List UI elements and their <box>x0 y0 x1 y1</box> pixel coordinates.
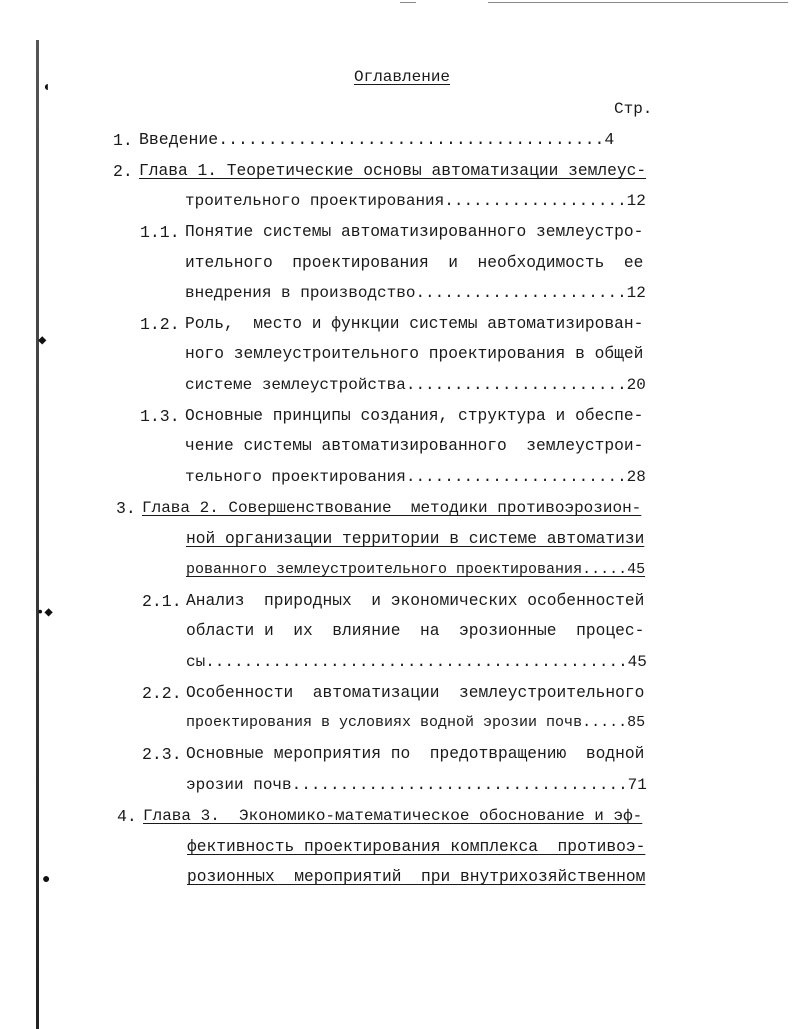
toc-entry-line: внедрения в производство......................12 <box>185 284 646 302</box>
toc-entry-number: 3. <box>116 499 136 518</box>
binding-mark: ● <box>42 872 51 888</box>
toc-entry-number: 1.3. <box>140 407 180 426</box>
toc-entry-line: системе землеустройства.......................20 <box>185 376 646 394</box>
toc-entry-number: 2. <box>113 162 133 181</box>
toc-chapter-line: фективность проектирования комплекса противоэ- <box>187 837 646 856</box>
toc-chapter-line: рованного землеустроительного проектирования.....45 <box>186 561 646 578</box>
toc-entry-number: 1.1. <box>140 223 180 242</box>
toc-entry-line: эрозии почв...................................71 <box>186 776 647 794</box>
toc-entry-line: области и их влияние на эрозионные процес- <box>186 621 645 640</box>
toc-entry-line: Роль, место и функции системы автоматизирован- <box>185 314 644 333</box>
toc-entry-line: Основные принципы создания, структура и обеспе- <box>185 406 644 425</box>
toc-entry-number: 4. <box>117 807 137 826</box>
toc-entry-line: Понятие системы автоматизированного землеустро- <box>185 222 644 241</box>
toc-entry-number: 2.2. <box>142 684 182 703</box>
page-border-line <box>36 40 39 1029</box>
scan-artifact-line <box>400 2 416 3</box>
toc-entry-number: 1. <box>113 131 133 150</box>
page-column-label: Стр. <box>614 100 653 118</box>
toc-entry-line: Особенности автоматизации землеустроительного <box>186 683 645 702</box>
binding-mark: ◖ <box>42 80 51 96</box>
toc-entry-line: Анализ природных и экономических особенностей <box>186 591 645 610</box>
binding-mark: ◆ <box>38 333 47 349</box>
toc-chapter-line: Глава 2. Совершенствование методики противоэрозион- <box>142 499 642 517</box>
toc-entry-line: проектирования в условиях водной эрозии почв.....85 <box>186 714 646 731</box>
toc-entry-line: Введение.......................................4 <box>139 130 615 149</box>
binding-mark: •◆ <box>36 605 53 621</box>
toc-chapter-line: розионных мероприятий при внутрихозяйственном <box>187 867 646 886</box>
toc-entry-number: 1.2. <box>140 315 180 334</box>
toc-entry-line: чение системы автоматизированного землеустрои- <box>185 436 644 455</box>
toc-entry-number: 2.1. <box>142 592 182 611</box>
document-title: Оглавление <box>354 68 451 86</box>
toc-chapter-line: Глава 3. Экономико-математическое обоснование и эф- <box>143 807 643 825</box>
toc-entry-line: сы............................................45 <box>186 653 647 671</box>
toc-entry-number: 2.3. <box>142 745 182 764</box>
toc-chapter-line: Глава 1. Теоретические основы автоматизации землеус- <box>139 161 647 180</box>
toc-entry-line: Основные мероприятия по предотвращению водной <box>186 744 645 763</box>
scan-artifact-line <box>488 2 788 3</box>
toc-entry-line: ного землеустроительного проектирования в общей <box>185 344 644 363</box>
toc-entry-line: ительного проектирования и необходимость ее <box>185 253 644 272</box>
toc-chapter-line: троительного проектирования...................12 <box>185 192 646 210</box>
toc-chapter-line: ной организации территории в системе автоматизи <box>186 529 645 548</box>
toc-entry-line: тельного проектирования.......................28 <box>185 468 646 486</box>
